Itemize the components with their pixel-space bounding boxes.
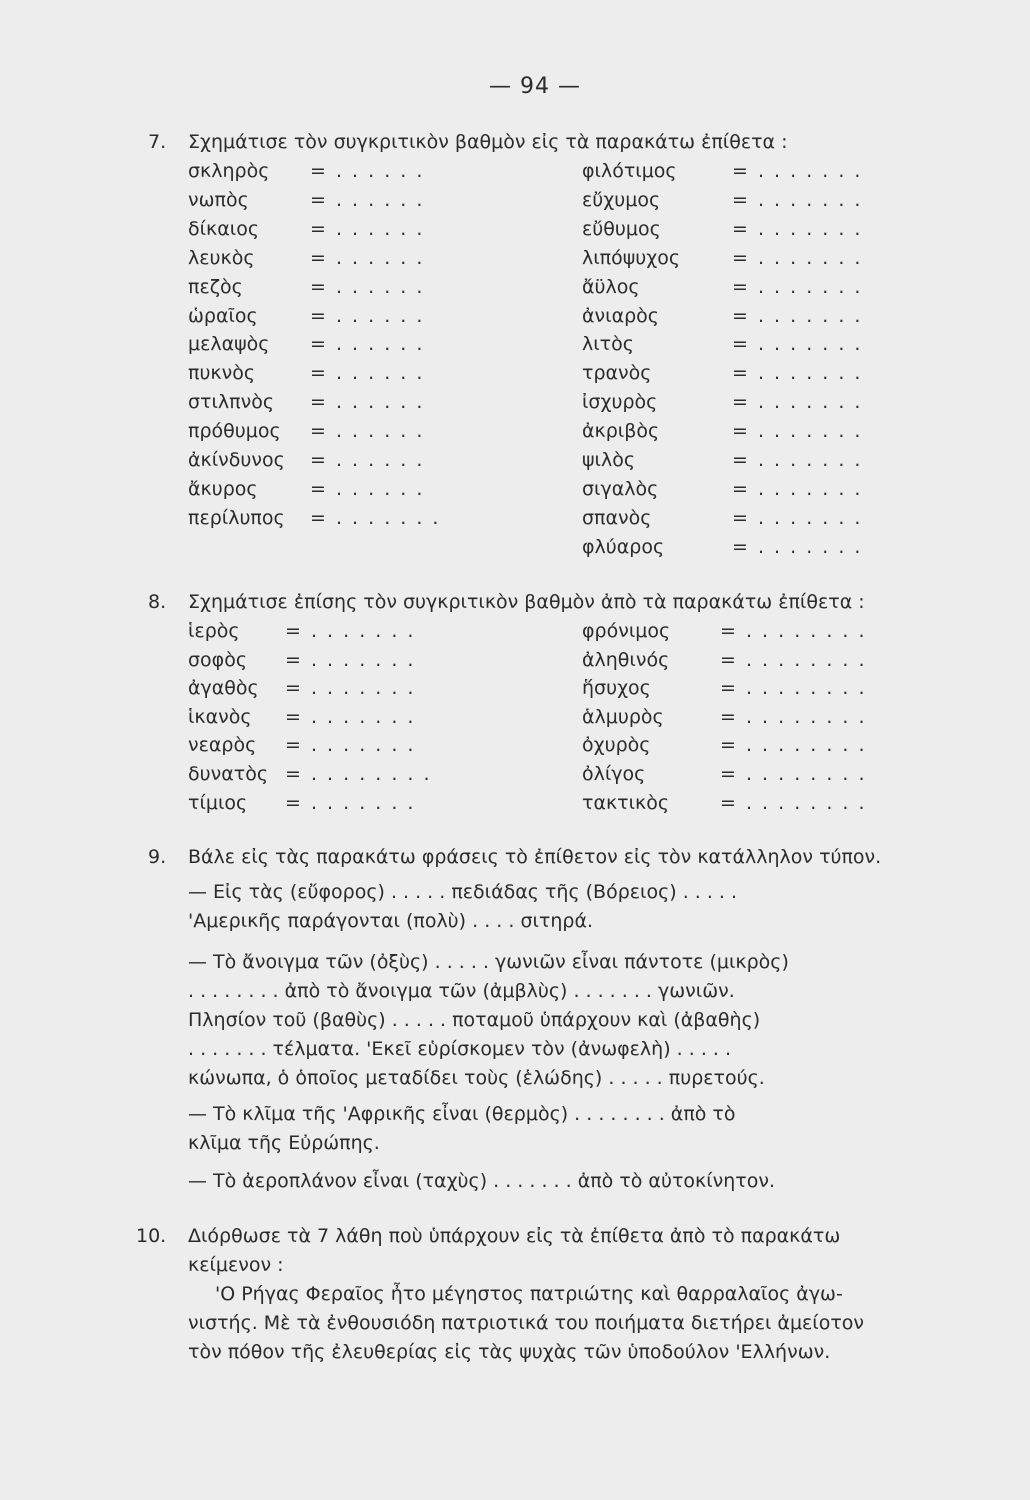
left-answer-blank: = . . . . . .	[310, 188, 425, 211]
exercise-9-heading: Βάλε εἰς τὰς παρακάτω φράσεις τὸ ἐπίθετον εἰς τὸν κατάλληλον τύπον.	[188, 846, 882, 868]
left-answer-blank: = . . . . . . .	[285, 620, 416, 642]
text-line: — Τὸ ἄνοιγμα τῶν (ὀξὺς) . . . . . γωνιῶν εἶναι πάντοτε (μικρὸς)	[188, 951, 789, 973]
right-answer-blank: = . . . . . . .	[732, 535, 863, 558]
exercise-10-number: 10.	[136, 1225, 167, 1247]
left-adjective: νεαρὸς	[188, 734, 257, 757]
left-answer-blank: = . . . . . .	[310, 477, 425, 500]
right-adjective: τρανὸς	[582, 362, 652, 385]
right-adjective: σπανὸς	[582, 506, 652, 529]
right-adjective: ἰσχυρὸς	[582, 391, 658, 414]
word-row	[0, 218, 1030, 246]
exercise-7-heading: Σχημάτισε τὸν συγκριτικὸν βαθμὸν εἰς τὰ παρακάτω ἐπίθετα :	[188, 131, 788, 153]
right-adjective: φρόνιμος	[582, 620, 671, 642]
exercise-7-number: 7.	[148, 131, 167, 153]
left-adjective: λευκὸς	[188, 246, 255, 269]
word-row	[0, 706, 1030, 734]
right-answer-blank: = . . . . . . . .	[720, 648, 867, 671]
right-adjective: φλύαρος	[582, 535, 665, 558]
right-answer-blank: = . . . . . . . .	[720, 791, 867, 814]
right-answer-blank: = . . . . . . . .	[720, 734, 867, 757]
left-adjective: πυκνὸς	[188, 362, 256, 385]
right-adjective: εὔχυμος	[582, 188, 661, 211]
right-adjective: ἀληθινός	[582, 648, 670, 671]
word-row	[0, 276, 1030, 304]
exercise-10-heading-continuation: κείμενον :	[188, 1254, 284, 1276]
word-row	[0, 792, 1030, 820]
word-row	[0, 478, 1030, 506]
right-answer-blank: = . . . . . . . .	[720, 620, 867, 642]
word-row	[0, 449, 1030, 477]
exercise-10-heading: Διόρθωσε τὰ 7 λάθη ποὺ ὑπάρχουν εἰς τὰ ἐπίθετα ἀπὸ τὸ παρακάτω	[188, 1225, 841, 1247]
left-answer-blank: = . . . . . . .	[285, 734, 416, 757]
right-answer-blank: = . . . . . . .	[732, 449, 863, 471]
left-adjective: ἱκανὸς	[188, 705, 252, 728]
right-answer-blank: = . . . . . . .	[732, 391, 863, 414]
text-line: 'Αμερικῆς παράγονται (πολὺ) . . . . σιτηρά.	[188, 910, 594, 932]
left-answer-blank: = . . . . . . .	[285, 677, 416, 700]
exercise-8-number: 8.	[148, 591, 167, 613]
left-answer-blank: = . . . . . .	[310, 391, 425, 414]
left-answer-blank: = . . . . . . .	[285, 648, 416, 671]
text-line: — Εἰς τὰς (εὔφορος) . . . . . πεδιάδας τῆς (Βόρειος) . . . . .	[188, 881, 738, 903]
right-adjective: ἄϋλος	[582, 275, 640, 298]
right-adjective: ὀλίγος	[582, 763, 646, 785]
word-row	[0, 649, 1030, 677]
left-adjective: πρόθυμος	[188, 420, 281, 443]
text-line: — Τὸ ἀεροπλάνον εἶναι (ταχὺς) . . . . . . . ἀπὸ τὸ αὐτοκίνητον.	[188, 1170, 776, 1192]
right-answer-blank: = . . . . . . . .	[720, 705, 867, 728]
left-adjective: τίμιος	[188, 791, 248, 814]
right-answer-blank: = . . . . . . .	[732, 477, 863, 500]
left-adjective: νωπὸς	[188, 188, 249, 211]
left-adjective: ἄκυρος	[188, 477, 258, 500]
left-adjective: στιλπνὸς	[188, 391, 274, 414]
right-answer-blank: = . . . . . . .	[732, 217, 863, 240]
right-answer-blank: = . . . . . . .	[732, 420, 863, 443]
right-answer-blank: = . . . . . . .	[732, 362, 863, 385]
word-row	[0, 620, 1030, 648]
left-adjective: δίκαιος	[188, 217, 259, 240]
right-answer-blank: = . . . . . . .	[732, 188, 863, 211]
text-line: 'Ο Ρήγας Φεραῖος ἦτο μέγηστος πατριώτης καὶ θαρραλαῖος ἀγω-	[215, 1283, 843, 1305]
right-adjective: ὀχυρὸς	[582, 734, 651, 757]
text-line: . . . . . . . τέλματα. 'Εκεῖ εὑρίσκομεν τὸν (ἀνωφελὴ) . . . . .	[188, 1038, 732, 1060]
left-answer-blank: = . . . . . .	[310, 304, 425, 327]
left-answer-blank: = . . . . . .	[310, 362, 425, 385]
word-row	[0, 536, 1030, 564]
right-adjective: λιτὸς	[582, 333, 634, 356]
page-number: — 94 —	[489, 74, 581, 99]
right-answer-blank: = . . . . . . .	[732, 304, 863, 327]
right-adjective: ἁλμυρὸς	[582, 705, 664, 728]
word-row	[0, 247, 1030, 275]
right-answer-blank: = . . . . . . .	[732, 275, 863, 298]
exercise-9-number: 9.	[148, 846, 167, 868]
right-answer-blank: = . . . . . . . .	[720, 763, 867, 785]
exercise-8-heading: Σχημάτισε ἐπίσης τὸν συγκριτικὸν βαθμὸν ἀπὸ τὰ παρακάτω ἐπίθετα :	[188, 591, 865, 613]
right-adjective: ἀκριβὸς	[582, 420, 660, 443]
right-answer-blank: = . . . . . . .	[732, 160, 863, 182]
word-row	[0, 305, 1030, 333]
text-line: — Τὸ κλῖμα τῆς 'Αφρικῆς εἶναι (θερμὸς) . . . . . . . . ἀπὸ τὸ	[188, 1103, 736, 1125]
word-row	[0, 420, 1030, 448]
right-answer-blank: = . . . . . . .	[732, 246, 863, 269]
left-answer-blank: = . . . . . . . .	[285, 763, 432, 785]
left-adjective: πεζὸς	[188, 275, 243, 298]
left-adjective: σοφὸς	[188, 648, 247, 671]
right-adjective: ἥσυχος	[582, 677, 651, 700]
right-adjective: ψιλὸς	[582, 449, 635, 471]
right-adjective: τακτικὸς	[582, 791, 670, 814]
right-answer-blank: = . . . . . . . .	[720, 677, 867, 700]
word-row	[0, 507, 1030, 535]
left-answer-blank: = . . . . . .	[310, 217, 425, 240]
text-line: κλῖμα τῆς Εὐρώπης.	[188, 1132, 380, 1154]
word-row	[0, 333, 1030, 361]
left-answer-blank: = . . . . . .	[310, 160, 425, 182]
left-answer-blank: = . . . . . .	[310, 246, 425, 269]
left-answer-blank: = . . . . . .	[310, 333, 425, 356]
word-row	[0, 160, 1030, 188]
left-answer-blank: = . . . . . .	[310, 275, 425, 298]
word-row	[0, 734, 1030, 762]
left-adjective: περίλυπος	[188, 506, 285, 529]
right-adjective: ἀνιαρὸς	[582, 304, 659, 327]
left-adjective: ἀκίνδυνος	[188, 449, 285, 471]
word-row	[0, 391, 1030, 419]
word-row	[0, 189, 1030, 217]
left-adjective: δυνατὸς	[188, 763, 268, 785]
word-row	[0, 362, 1030, 390]
left-adjective: μελαψὸς	[188, 333, 270, 356]
left-answer-blank: = . . . . . .	[310, 420, 425, 443]
left-answer-blank: = . . . . . .	[310, 449, 425, 471]
left-answer-blank: = . . . . . . .	[310, 506, 441, 529]
left-answer-blank: = . . . . . . .	[285, 791, 416, 814]
right-answer-blank: = . . . . . . .	[732, 333, 863, 356]
right-answer-blank: = . . . . . . .	[732, 506, 863, 529]
text-line: . . . . . . . . ἀπὸ τὸ ἄνοιγμα τῶν (ἀμβλὺς) . . . . . . . γωνιῶν.	[188, 980, 735, 1002]
left-adjective: ὡραῖος	[188, 304, 258, 327]
right-adjective: εὔθυμος	[582, 217, 661, 240]
right-adjective: φιλότιμος	[582, 160, 677, 182]
text-line: νιστής. Μὲ τὰ ἐνθουσιόδη πατριοτικά του ποιήματα διετήρει ἀμείοτον	[188, 1312, 865, 1334]
left-adjective: ἀγαθὸς	[188, 677, 259, 700]
word-row	[0, 677, 1030, 705]
left-adjective: σκληρὸς	[188, 160, 270, 182]
text-line: Πλησίον τοῦ (βαθὺς) . . . . . ποταμοῦ ὑπάρχουν καὶ (ἀβαθὴς)	[188, 1009, 761, 1031]
left-answer-blank: = . . . . . . .	[285, 705, 416, 728]
text-line: τὸν πόθον τῆς ἐλευθερίας εἰς τὰς ψυχὰς τῶν ὑποδούλον 'Ελλήνων.	[188, 1341, 831, 1363]
word-row	[0, 763, 1030, 791]
left-adjective: ἱερὸς	[188, 620, 240, 642]
right-adjective: λιπόψυχος	[582, 246, 681, 269]
right-adjective: σιγαλὸς	[582, 477, 659, 500]
text-line: κώνωπα, ὁ ὁποῖος μεταδίδει τοὺς (ἑλώδης) . . . . . πυρετούς.	[188, 1067, 765, 1089]
